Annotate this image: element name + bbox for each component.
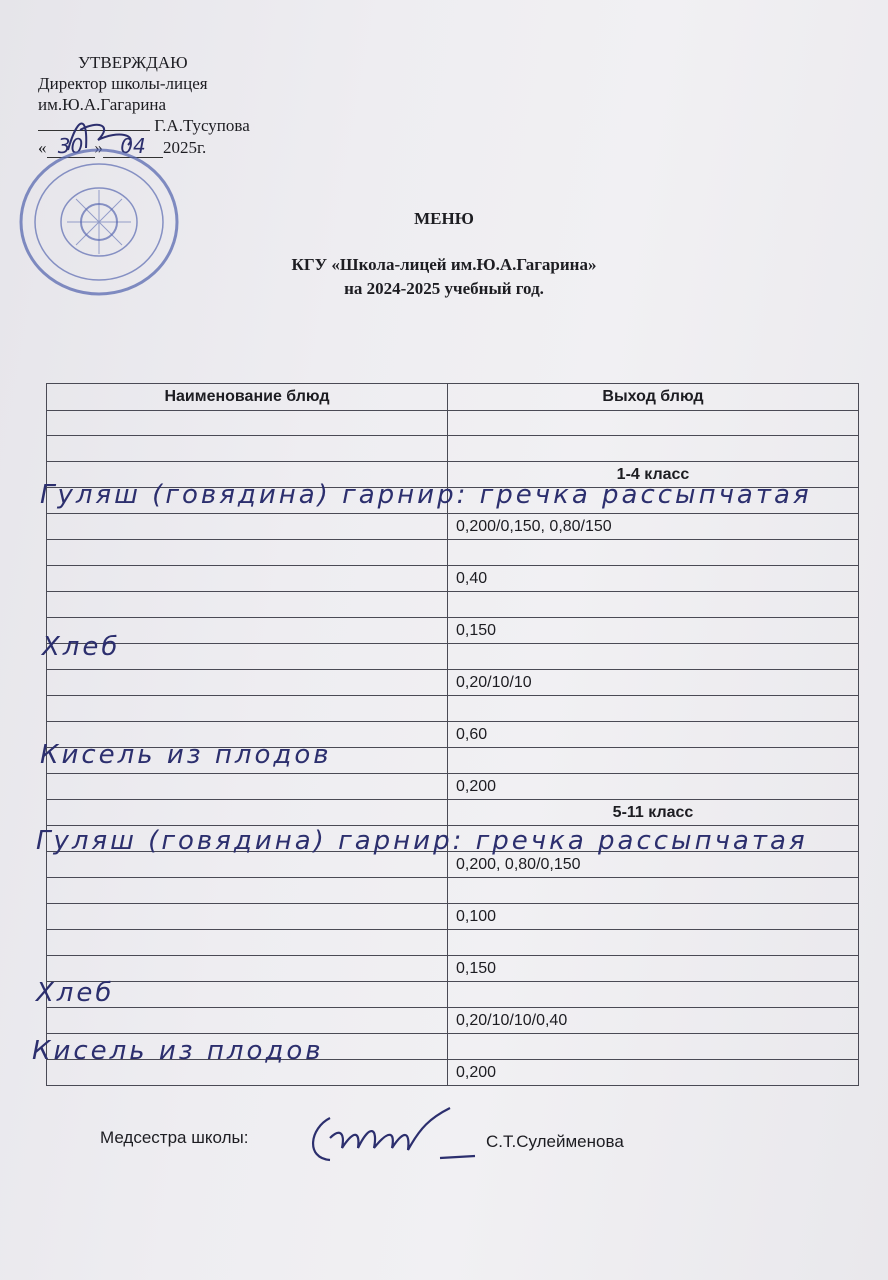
portion-cell: 0,200	[448, 774, 859, 800]
table-row	[47, 644, 859, 670]
handwritten-dish: Гуляш (говядина) гарнир: гречка рассыпчатая	[36, 826, 808, 856]
section-label: 1-4 класс	[448, 462, 859, 488]
academic-year: на 2024-2025 учебный год.	[344, 279, 544, 298]
portion-cell: 0,200	[448, 1060, 859, 1086]
date-day: 30	[47, 136, 95, 158]
portion-cell: 0,150	[448, 618, 859, 644]
table-row	[47, 774, 859, 800]
director-name: Г.А.Тусупова	[154, 116, 250, 135]
table-row	[47, 696, 859, 722]
nurse-name: С.Т.Сулейменова	[486, 1132, 624, 1151]
table-header-row	[47, 384, 859, 411]
handwritten-dish: Хлеб	[36, 978, 115, 1008]
portion-cell: 0,20/10/10/0,40	[448, 1008, 859, 1034]
approve-heading: УТВЕРЖДАЮ	[78, 53, 188, 72]
date-month: 04	[103, 136, 163, 158]
portion-cell: 0,200/0,150, 0,80/150	[448, 514, 859, 540]
table-row	[47, 1008, 859, 1034]
handwritten-dish: Хлеб	[42, 632, 121, 662]
portion-cell: 0,60	[448, 722, 859, 748]
header-dish-name: Наименование блюд	[47, 384, 448, 411]
table-row	[47, 878, 859, 904]
table-row	[47, 514, 859, 540]
portion-cell: 0,100	[448, 904, 859, 930]
approval-date: « 30 » 04 2025г.	[38, 134, 207, 158]
table-row	[47, 956, 859, 982]
nurse-label: Медсестра школы:	[100, 1128, 249, 1147]
table-row	[47, 540, 859, 566]
portion-cell: 0,150	[448, 956, 859, 982]
document-title: МЕНЮ	[414, 209, 474, 228]
table-row	[47, 930, 859, 956]
table-row	[47, 592, 859, 618]
header-portion: Выход блюд	[448, 384, 859, 411]
table-row	[47, 566, 859, 592]
table-row	[47, 618, 859, 644]
date-year: 2025г.	[163, 138, 207, 157]
nurse-signature	[300, 1088, 490, 1178]
handwritten-dish: Кисель из плодов	[40, 740, 332, 770]
portion-cell: 0,40	[448, 566, 859, 592]
section-row-5-11	[47, 800, 859, 826]
portion-cell: 0,200, 0,80/0,150	[448, 852, 859, 878]
school-name: им.Ю.А.Гагарина	[38, 95, 167, 114]
table-row	[47, 436, 859, 462]
table-row	[47, 982, 859, 1008]
table-row	[47, 411, 859, 436]
table-row	[47, 670, 859, 696]
table-row	[47, 904, 859, 930]
organization-name: КГУ «Школа-лицей им.Ю.А.Гагарина»	[291, 255, 597, 274]
handwritten-dish: Гуляш (говядина) гарнир: гречка рассыпчатая	[40, 480, 812, 510]
handwritten-dish: Кисель из плодов	[32, 1036, 324, 1066]
director-position: Директор школы-лицея	[38, 74, 208, 93]
section-label: 5-11 класс	[448, 800, 859, 826]
portion-cell: 0,20/10/10	[448, 670, 859, 696]
